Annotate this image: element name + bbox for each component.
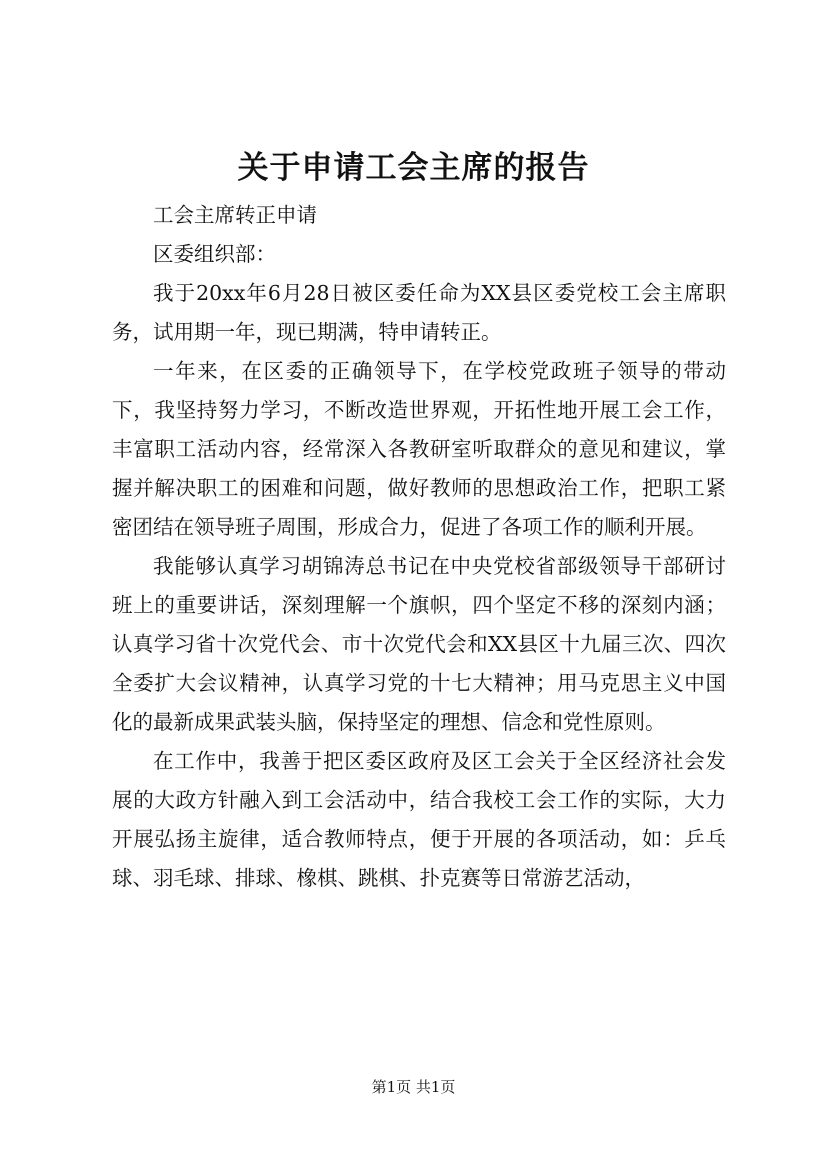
paragraph-appointment: 我于20xx年6月28日被区委任命为XX县区委党校工会主席职务，试用期一年，现已期满，特申请转正。 [112, 281, 726, 344]
paragraph-work-summary: 一年来，在区委的正确领导下，在学校党政班子领导的带动下，我坚持努力学习，不断改造世界观，开拓性地开展工会工作，丰富职工活动内容，经常深入各教研室听取群众的意见和建议，掌握并解决职工的困难和问题，做好教师的思想政治工作，把职工紧密团结在领导班子周围，形成合力，促进了各项工作的顺利开展。 [112, 359, 726, 539]
page-number-footer: 第1页 共1页 [371, 1078, 456, 1096]
paragraph-subject: 工会主席转正申请 [153, 203, 317, 227]
paragraph-recipient: 区委组织部： [153, 242, 276, 266]
paragraph-study: 我能够认真学习胡锦涛总书记在中央党校省部级领导干部研讨班上的重要讲话，深刻理解一个旗帜，四个坚定不移的深刻内涵；认真学习省十次党代会、市十次党代会和XX县区十九届三次、四次全委扩大会议精神，认真学习党的十七大精神；用马克思主义中国化的最新成果武装头脑，保持坚定的理想、信念和党性原则。 [112, 554, 726, 734]
paragraph-activities: 在工作中，我善于把区委区政府及区工会关于全区经济社会发展的大政方针融入到工会活动中，结合我校工会工作的实际，大力开展弘扬主旋律，适合教师特点，便于开展的各项活动，如：乒乓球、羽毛球、排球、橡棋、跳棋、扑克赛等日常游艺活动， [112, 749, 726, 890]
document-body [112, 196, 726, 898]
document-title: 关于申请工会主席的报告 [237, 150, 590, 186]
